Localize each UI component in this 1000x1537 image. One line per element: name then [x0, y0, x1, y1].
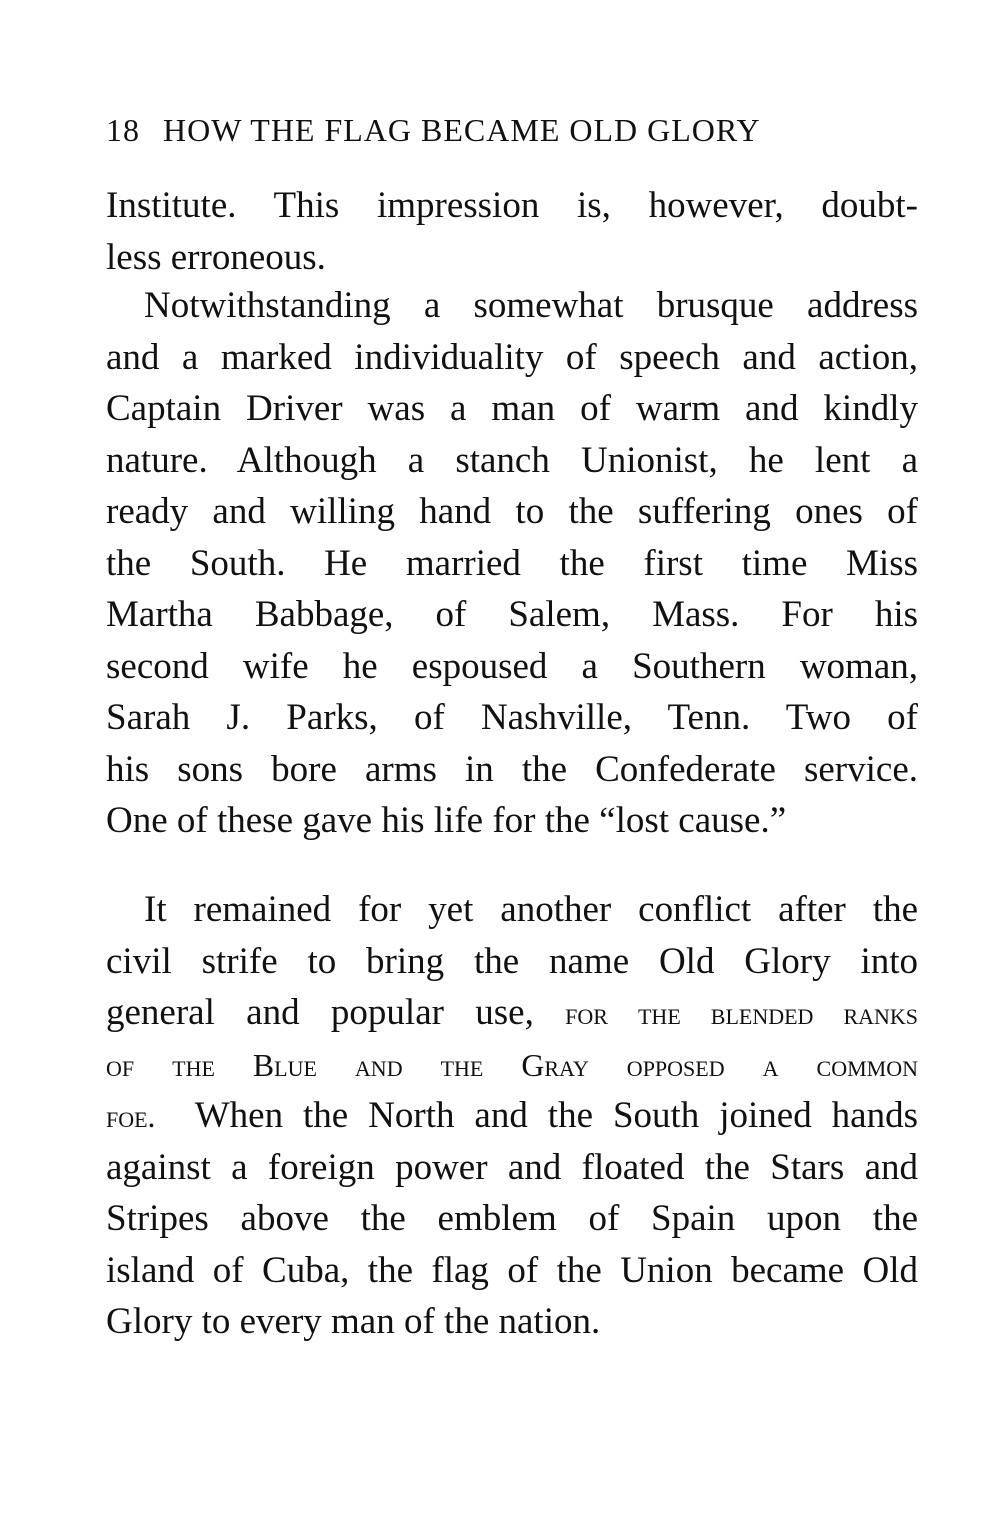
text-line: Captain Driver was a man of warm and kindly [106, 388, 918, 429]
text-line: ready and willing hand to the suffering ones of [106, 491, 918, 532]
small-caps-run: of the Blue and the Gray opposed a common [106, 1047, 918, 1083]
text-line: Stripes above the emblem of Spain upon the [106, 1198, 918, 1239]
text-line: island of Cuba, the flag of the Union became Old [106, 1249, 918, 1291]
text-line: his sons bore arms in the Confederate service. [106, 748, 918, 790]
text-line: nature. Although a stanch Unionist, he lent a [106, 439, 918, 481]
small-caps-run: foe. [106, 1099, 156, 1134]
text-line: less erroneous. [106, 236, 326, 278]
running-title: HOW THE FLAG BECAME OLD GLORY [163, 112, 761, 148]
text-run: general and popular use, [106, 992, 534, 1033]
running-head [106, 106, 906, 154]
text-line: and a marked individuality of speech and action, [106, 336, 918, 378]
text-line-small-caps [106, 1039, 918, 1091]
text-line: civil strife to bring the name Old Glory into [106, 940, 918, 982]
text-line: Martha Babbage, of Salem, Mass. For his [106, 594, 918, 635]
text-line: Glory to every man of the nation. [106, 1301, 601, 1342]
text-line: second wife he espoused a Southern woman, [106, 645, 918, 687]
text-line: One of these gave his life for the “lost cause.” [106, 800, 787, 841]
small-caps-run: for the blended ranks [565, 996, 919, 1031]
text-run: When the North and the South joined hands [194, 1095, 918, 1136]
text-line: Notwithstanding a somewhat brusque address [144, 285, 918, 326]
text-line: against a foreign power and floated the Stars and [106, 1146, 918, 1188]
text-line: Sarah J. Parks, of Nashville, Tenn. Two of [106, 697, 918, 738]
text-line: It remained for yet another conflict after the [144, 889, 918, 930]
text-line-mixed [106, 987, 918, 1039]
paragraph-old-glory [106, 884, 918, 1348]
text-line: Institute. This impression is, however, doubt- [106, 185, 918, 226]
text-line: the South. He married the first time Miss [106, 542, 918, 584]
paragraph-captain-driver [106, 280, 918, 847]
text-line-mixed [106, 1090, 918, 1142]
page-number: 18 [106, 112, 140, 148]
paragraph-continuation [106, 180, 918, 283]
